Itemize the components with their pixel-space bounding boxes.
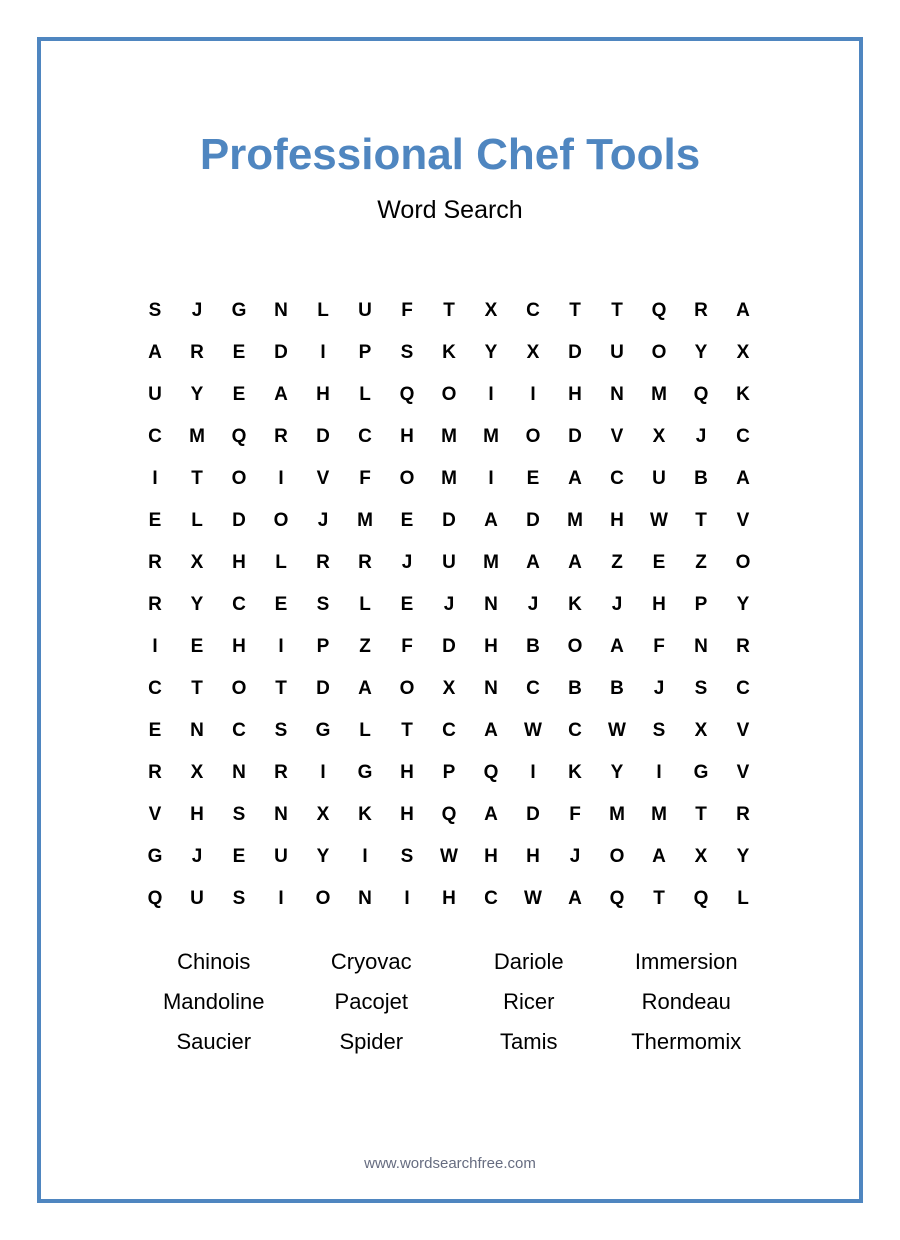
word-list-item: Chinois (177, 949, 251, 974)
puzzle-title: Professional Chef Tools (199, 130, 701, 179)
grid-cell[interactable]: I (278, 636, 284, 657)
grid-cell[interactable]: E (190, 636, 204, 657)
grid-cell[interactable]: F (653, 636, 665, 657)
grid-cell[interactable]: C (148, 678, 162, 699)
grid-cell[interactable]: Z (359, 636, 371, 657)
grid-cell[interactable]: S (148, 300, 162, 321)
grid-cell[interactable]: M (651, 804, 667, 825)
grid-cell[interactable]: J (611, 594, 623, 615)
grid-cell[interactable]: M (567, 510, 583, 531)
grid-cell[interactable]: I (320, 342, 326, 363)
grid-cell[interactable]: A (526, 552, 540, 573)
grid-cell[interactable]: Q (609, 888, 625, 909)
grid-cell[interactable]: H (442, 888, 456, 909)
grid-cell[interactable]: V (736, 510, 750, 531)
grid-cell[interactable]: I (404, 888, 410, 909)
footer-url[interactable]: www.wordsearchfree.com (364, 1155, 536, 1172)
word-list (135, 942, 765, 1062)
grid-cell[interactable]: N (190, 720, 204, 741)
grid-cell[interactable]: N (610, 384, 624, 405)
grid-cell[interactable]: X (694, 720, 708, 741)
grid-cell[interactable]: U (190, 888, 204, 909)
grid-cell[interactable]: K (568, 762, 582, 783)
grid-cell[interactable]: S (232, 888, 246, 909)
grid-cell[interactable]: C (232, 594, 246, 615)
grid-cell[interactable]: I (488, 384, 494, 405)
grid-cell[interactable]: E (148, 510, 162, 531)
grid-cell[interactable]: O (651, 342, 667, 363)
grid-cell[interactable]: C (358, 426, 372, 447)
grid-cell[interactable]: D (442, 636, 456, 657)
grid-cell[interactable]: M (441, 468, 457, 489)
grid-cell[interactable]: Y (736, 594, 750, 615)
grid-cell[interactable]: S (232, 804, 246, 825)
grid-cell[interactable]: J (317, 510, 329, 531)
grid-cell[interactable]: N (232, 762, 246, 783)
grid-cell[interactable]: T (401, 720, 413, 741)
grid-cell[interactable]: U (148, 384, 162, 405)
grid-cell[interactable]: Q (231, 426, 247, 447)
grid-cell[interactable]: R (358, 552, 372, 573)
grid-cell[interactable]: M (357, 510, 373, 531)
grid-cell[interactable]: C (736, 426, 750, 447)
grid-cell[interactable]: A (568, 468, 582, 489)
grid-cell[interactable]: D (442, 510, 456, 531)
grid-cell[interactable]: U (652, 468, 666, 489)
grid-cell[interactable]: F (569, 804, 581, 825)
grid-cell[interactable]: M (609, 804, 625, 825)
grid-cell[interactable]: H (652, 594, 666, 615)
grid-cell[interactable]: A (274, 384, 288, 405)
grid-cell[interactable]: C (442, 720, 456, 741)
grid-cell[interactable]: A (568, 552, 582, 573)
grid-cell[interactable]: U (274, 846, 288, 867)
grid-cell[interactable]: I (530, 384, 536, 405)
grid-cell[interactable]: A (736, 300, 750, 321)
grid-cell[interactable]: H (232, 636, 246, 657)
grid-cell[interactable]: O (399, 468, 415, 489)
grid-cell[interactable]: D (568, 342, 582, 363)
grid-cell[interactable]: I (152, 468, 158, 489)
grid-cell[interactable]: M (483, 426, 499, 447)
word-list-item: Thermomix (631, 1029, 742, 1054)
grid-cell[interactable]: B (694, 468, 708, 489)
grid-cell[interactable]: D (232, 510, 246, 531)
grid-cell[interactable]: Q (693, 384, 709, 405)
grid-cell[interactable]: O (567, 636, 583, 657)
grid-cell[interactable]: Z (695, 552, 707, 573)
grid-cell[interactable]: I (530, 762, 536, 783)
grid-cell[interactable]: C (148, 426, 162, 447)
grid-cell[interactable]: G (147, 846, 163, 867)
grid-cell[interactable]: S (694, 678, 708, 699)
grid-cell[interactable]: J (695, 426, 707, 447)
grid-cell[interactable]: L (317, 300, 329, 321)
grid-cell[interactable]: M (189, 426, 205, 447)
grid-cell[interactable]: X (442, 678, 456, 699)
grid-cell[interactable]: Y (694, 342, 708, 363)
grid-cell[interactable]: I (278, 888, 284, 909)
grid-cell[interactable]: C (232, 720, 246, 741)
grid-cell[interactable]: A (148, 342, 162, 363)
grid-cell[interactable]: Y (316, 846, 330, 867)
grid-cell[interactable]: H (316, 384, 330, 405)
grid-cell[interactable]: S (316, 594, 330, 615)
grid-cell[interactable]: K (736, 384, 750, 405)
word-list-item: Spider (339, 1029, 404, 1054)
word-list-item: Dariole (493, 949, 564, 974)
grid-cell[interactable]: R (148, 552, 162, 573)
letter-grid (134, 290, 764, 920)
grid-cell[interactable]: M (651, 384, 667, 405)
grid-cell[interactable]: A (484, 510, 498, 531)
grid-cell[interactable]: F (401, 636, 413, 657)
word-list-item: Tamis (500, 1029, 558, 1054)
grid-cell[interactable]: D (526, 804, 540, 825)
grid-cell[interactable]: O (441, 384, 457, 405)
grid-cell[interactable]: E (232, 342, 246, 363)
grid-cell[interactable]: O (609, 846, 625, 867)
puzzle-subtitle: Word Search (377, 196, 523, 224)
grid-cell[interactable]: E (652, 552, 666, 573)
grid-cell[interactable]: A (610, 636, 624, 657)
grid-cell[interactable]: Q (399, 384, 415, 405)
grid-cell[interactable]: V (610, 426, 624, 447)
grid-cell[interactable]: C (526, 300, 540, 321)
grid-cell[interactable]: D (568, 426, 582, 447)
grid-cell[interactable]: W (440, 846, 458, 867)
grid-cell[interactable]: R (148, 594, 162, 615)
word-list-item: Mandoline (162, 989, 265, 1014)
grid-cell[interactable]: I (278, 468, 284, 489)
grid-cell[interactable]: Y (190, 384, 204, 405)
grid-cell[interactable]: I (488, 468, 494, 489)
grid-cell[interactable]: V (736, 762, 750, 783)
word-list-item: Pacojet (334, 989, 408, 1014)
grid-cell[interactable]: H (526, 846, 540, 867)
grid-cell[interactable]: H (484, 846, 498, 867)
grid-cell[interactable]: N (484, 678, 498, 699)
grid-cell[interactable]: D (316, 678, 330, 699)
grid-cell[interactable]: D (316, 426, 330, 447)
grid-cell[interactable]: I (152, 636, 158, 657)
grid-cell[interactable]: N (358, 888, 372, 909)
grid-cell[interactable]: Y (736, 846, 750, 867)
grid-cell[interactable]: T (275, 678, 287, 699)
grid-cell[interactable]: Q (441, 804, 457, 825)
grid-cell[interactable]: O (525, 426, 541, 447)
grid-cell[interactable]: L (359, 720, 371, 741)
grid-cell[interactable]: T (191, 678, 203, 699)
grid-cell[interactable]: S (274, 720, 288, 741)
grid-cell[interactable]: U (610, 342, 624, 363)
grid-cell[interactable]: E (526, 468, 540, 489)
grid-cell[interactable]: E (400, 594, 414, 615)
grid-cell[interactable]: J (401, 552, 413, 573)
grid-cell[interactable]: L (359, 594, 371, 615)
grid-cell[interactable]: X (316, 804, 330, 825)
grid-cell[interactable]: V (148, 804, 162, 825)
grid-cell[interactable]: Y (484, 342, 498, 363)
grid-cell[interactable]: T (569, 300, 581, 321)
grid-cell[interactable]: H (484, 636, 498, 657)
grid-cell[interactable]: H (400, 426, 414, 447)
grid-cell[interactable]: O (399, 678, 415, 699)
grid-cell[interactable]: S (400, 846, 414, 867)
grid-cell[interactable]: T (611, 300, 623, 321)
word-list-item: Ricer (503, 989, 555, 1014)
grid-cell[interactable]: P (694, 594, 708, 615)
grid-cell[interactable]: L (191, 510, 203, 531)
grid-cell[interactable]: N (274, 300, 288, 321)
grid-cell[interactable]: V (736, 720, 750, 741)
grid-cell[interactable]: E (232, 846, 246, 867)
grid-cell[interactable]: O (315, 888, 331, 909)
grid-cell[interactable]: K (442, 342, 456, 363)
grid-cell[interactable]: K (568, 594, 582, 615)
grid-cell[interactable]: U (358, 300, 372, 321)
grid-cell[interactable]: W (524, 888, 542, 909)
word-list-item: Rondeau (641, 989, 731, 1014)
grid-cell[interactable]: R (736, 636, 750, 657)
grid-cell[interactable]: B (568, 678, 582, 699)
grid-cell[interactable]: T (191, 468, 203, 489)
grid-cell[interactable]: C (484, 888, 498, 909)
grid-cell[interactable]: F (359, 468, 371, 489)
grid-cell[interactable]: J (191, 300, 203, 321)
grid-cell[interactable]: O (231, 678, 247, 699)
grid-cell[interactable]: X (652, 426, 666, 447)
grid-cell[interactable]: M (441, 426, 457, 447)
grid-cell[interactable]: Y (190, 594, 204, 615)
grid-cell[interactable]: A (568, 888, 582, 909)
grid-cell[interactable]: P (442, 762, 456, 783)
grid-cell[interactable]: T (653, 888, 665, 909)
grid-cell[interactable]: C (736, 678, 750, 699)
grid-cell[interactable]: J (653, 678, 665, 699)
grid-cell[interactable]: D (274, 342, 288, 363)
grid-cell[interactable]: J (569, 846, 581, 867)
grid-cell[interactable]: Q (147, 888, 163, 909)
word-list-item: Cryovac (330, 949, 412, 974)
grid-cell[interactable]: L (737, 888, 749, 909)
grid-cell[interactable]: Z (611, 552, 623, 573)
grid-cell[interactable]: A (484, 804, 498, 825)
grid-cell[interactable]: X (190, 552, 204, 573)
grid-cell[interactable]: C (610, 468, 624, 489)
grid-cell[interactable]: B (526, 636, 540, 657)
grid-cell[interactable]: G (357, 762, 373, 783)
grid-cell[interactable]: F (401, 300, 413, 321)
grid-cell[interactable]: P (358, 342, 372, 363)
grid-cell[interactable]: K (358, 804, 372, 825)
grid-cell[interactable]: R (148, 762, 162, 783)
grid-cell[interactable]: X (190, 762, 204, 783)
grid-cell[interactable]: X (484, 300, 498, 321)
grid-cell[interactable]: A (484, 720, 498, 741)
grid-cell[interactable]: O (735, 552, 751, 573)
grid-cell[interactable]: D (526, 510, 540, 531)
grid-cell[interactable]: H (400, 804, 414, 825)
grid-cell[interactable]: R (190, 342, 204, 363)
grid-cell[interactable]: L (275, 552, 287, 573)
word-list-item: Immersion (634, 949, 738, 974)
grid-cell[interactable]: P (316, 636, 330, 657)
grid-cell[interactable]: X (736, 342, 750, 363)
grid-cell[interactable]: X (526, 342, 540, 363)
grid-cell[interactable]: V (316, 468, 330, 489)
grid-cell[interactable]: H (190, 804, 204, 825)
grid-cell[interactable]: O (231, 468, 247, 489)
grid-cell[interactable]: G (231, 300, 247, 321)
grid-cell[interactable]: S (652, 720, 666, 741)
grid-cell[interactable]: H (232, 552, 246, 573)
grid-cell[interactable]: B (610, 678, 624, 699)
grid-cell[interactable]: W (524, 720, 542, 741)
word-list-item: Saucier (176, 1029, 252, 1054)
grid-cell[interactable]: J (443, 594, 455, 615)
grid-cell[interactable]: H (400, 762, 414, 783)
grid-cell[interactable]: J (191, 846, 203, 867)
grid-cell[interactable]: N (694, 636, 708, 657)
grid-cell[interactable]: I (362, 846, 368, 867)
grid-cell[interactable]: Q (483, 762, 499, 783)
grid-cell[interactable]: Y (610, 762, 624, 783)
grid-cell[interactable]: T (695, 804, 707, 825)
grid-cell[interactable]: X (694, 846, 708, 867)
grid-cell[interactable]: W (650, 510, 668, 531)
grid-cell[interactable]: E (232, 384, 246, 405)
grid-cell[interactable]: S (400, 342, 414, 363)
grid-cell[interactable]: I (320, 762, 326, 783)
grid-cell[interactable]: W (608, 720, 626, 741)
grid-cell[interactable]: R (694, 300, 708, 321)
grid-cell[interactable]: R (274, 426, 288, 447)
grid-cell[interactable]: C (568, 720, 582, 741)
grid-cell[interactable]: L (359, 384, 371, 405)
grid-cell[interactable]: A (652, 846, 666, 867)
grid-cell[interactable]: J (527, 594, 539, 615)
grid-cell[interactable]: H (610, 510, 624, 531)
grid-cell[interactable]: E (148, 720, 162, 741)
grid-cell[interactable]: G (315, 720, 331, 741)
grid-cell[interactable]: O (273, 510, 289, 531)
grid-cell[interactable]: G (693, 762, 709, 783)
grid-cell[interactable]: M (483, 552, 499, 573)
grid-cell[interactable]: A (358, 678, 372, 699)
grid-cell[interactable]: E (274, 594, 288, 615)
grid-cell[interactable]: Q (693, 888, 709, 909)
grid-cell[interactable]: R (316, 552, 330, 573)
grid-cell[interactable]: T (695, 510, 707, 531)
grid-cell[interactable]: E (400, 510, 414, 531)
grid-cell[interactable]: U (442, 552, 456, 573)
grid-cell[interactable]: H (568, 384, 582, 405)
grid-cell[interactable]: R (736, 804, 750, 825)
grid-cell[interactable]: T (443, 300, 455, 321)
grid-cell[interactable]: Q (651, 300, 667, 321)
grid-cell[interactable]: I (656, 762, 662, 783)
grid-cell[interactable]: A (736, 468, 750, 489)
grid-cell[interactable]: N (484, 594, 498, 615)
grid-cell[interactable]: N (274, 804, 288, 825)
grid-cell[interactable]: C (526, 678, 540, 699)
grid-cell[interactable]: R (274, 762, 288, 783)
